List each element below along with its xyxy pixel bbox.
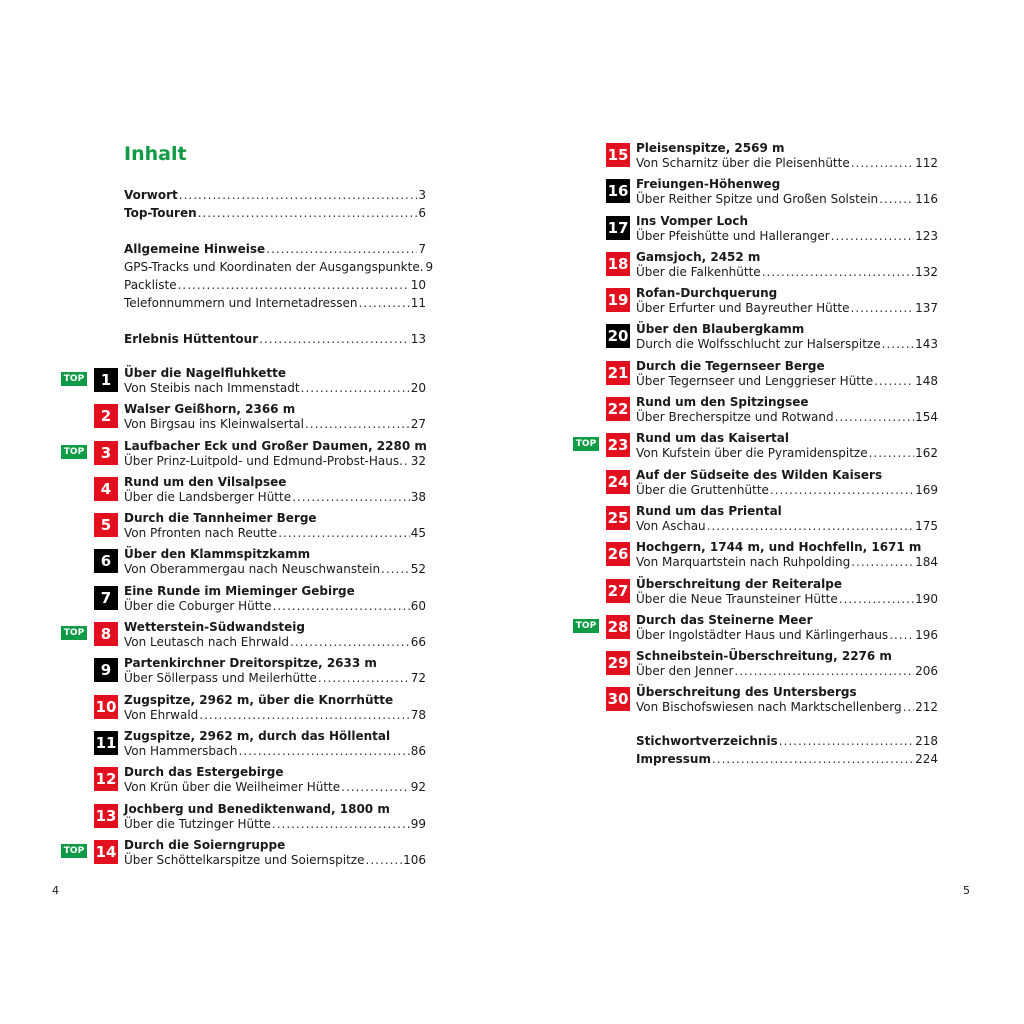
tour-entry[interactable] [63, 620, 426, 656]
tour-title: Pleisenspitze, 2569 m [636, 141, 785, 155]
spacer [124, 348, 426, 366]
tours-list-right [575, 141, 938, 722]
tour-subtitle: Von Hammersbach [124, 743, 238, 758]
tour-title: Überschreitung der Reiteralpe [636, 576, 842, 591]
tour-title: Rund um das Priental [636, 503, 782, 518]
tour-entry[interactable] [63, 438, 427, 475]
tour-number-badge: 28 [606, 615, 630, 639]
tour-title: Rund um den Vilsalpsee [124, 474, 287, 489]
tour-entry[interactable] [607, 286, 938, 322]
toc-left-column [63, 186, 434, 874]
page-number-left: 4 [52, 884, 59, 897]
tour-page: 66 [410, 635, 426, 650]
tour-leader [851, 156, 914, 171]
toc-entry-leader [178, 276, 410, 294]
toc-entry-leader [266, 240, 417, 258]
tour-subtitle-line [124, 490, 426, 505]
tour-subtitle-line [636, 410, 938, 425]
tour-page: 106 [403, 852, 426, 867]
tour-number-badge: 12 [94, 767, 118, 791]
tour-number-badge: 3 [94, 441, 118, 465]
tour-subtitle-line [636, 446, 938, 461]
tour-page: 162 [915, 446, 938, 461]
top-tour-badge: TOP [573, 437, 599, 451]
tour-title: Rund um das Kaisertal [636, 431, 789, 446]
tour-subtitle: Von Scharnitz über die Pleisenhütte [636, 156, 850, 170]
tour-number-badge: 21 [606, 361, 630, 385]
tour-title: Freiungen-Höhenweg [636, 177, 781, 192]
tour-leader [770, 483, 914, 498]
tour-subtitle-line [124, 744, 426, 759]
tour-page: 78 [410, 707, 426, 722]
toc-entry[interactable] [124, 186, 426, 204]
tour-title: Auf der Südseite des Wilden Kaisers [636, 467, 883, 482]
tour-leader [239, 744, 410, 759]
tour-title: Durch die Soierngruppe [124, 837, 286, 852]
tour-title: Partenkirchner Dreitorspitze, 2633 m [124, 656, 377, 671]
tour-page: 45 [410, 526, 426, 541]
tour-leader [199, 708, 409, 723]
toc-entry-leader [358, 294, 409, 312]
tour-page: 116 [915, 192, 938, 207]
tour-subtitle: Über die Gruttenhütte [636, 482, 769, 497]
toc-entry-title: Impressum [636, 751, 711, 766]
tour-title: Durch die Tannheimer Berge [124, 511, 317, 526]
tour-title: Über die Nagelfluhkette [124, 366, 286, 380]
tour-number-badge: 2 [94, 404, 118, 428]
tour-leader [305, 417, 410, 432]
tour-entry[interactable] [100, 511, 426, 547]
top-tour-badge: TOP [573, 619, 599, 633]
tour-subtitle-line [636, 628, 938, 643]
tour-leader [889, 628, 914, 643]
tour-number-badge: 5 [94, 513, 118, 537]
tour-subtitle: Von Bischofswiesen nach Marktschellenberg [636, 700, 902, 715]
tour-subtitle: Über Brecherspitze und Rotwand [636, 410, 834, 425]
tour-leader [734, 664, 914, 679]
tour-page: 175 [915, 518, 938, 533]
tours-list-left [63, 366, 427, 874]
tour-number-badge: 1 [94, 368, 118, 392]
tour-subtitle: Über Tegernseer und Lenggrieser Hütte [636, 373, 874, 388]
tour-leader [278, 526, 410, 541]
top-tour-badge: TOP [61, 626, 87, 640]
tour-subtitle-line [124, 381, 426, 396]
toc-entry-leader [259, 330, 410, 348]
tour-leader [272, 817, 410, 832]
tour-number-badge: 16 [606, 179, 630, 203]
tour-subtitle: Über die Tutzinger Hütte [124, 816, 271, 831]
tour-title: Über den Blaubergkamm [636, 322, 805, 337]
tour-entry[interactable] [63, 837, 426, 874]
top-tour-badge: TOP [61, 445, 87, 459]
tour-page: 190 [915, 591, 938, 606]
tour-page: 212 [915, 700, 938, 715]
tour-page: 27 [410, 417, 426, 432]
tour-subtitle-line [636, 301, 938, 316]
tour-subtitle-line [124, 671, 426, 686]
tour-page: 143 [915, 337, 938, 352]
toc-entry[interactable] [636, 732, 938, 750]
tour-subtitle: Von Oberammergau nach Neuschwanstein [124, 562, 381, 577]
back-matter-list [636, 732, 938, 768]
tour-title: Jochberg und Benediktenwand, 1800 m [124, 801, 390, 816]
tour-page: 206 [915, 664, 938, 679]
tour-subtitle: Über Ingolstädter Haus und Kärlingerhaus [636, 627, 889, 642]
tour-page: 20 [410, 381, 426, 395]
tour-subtitle-line [636, 374, 938, 389]
tour-page: 169 [915, 482, 938, 497]
tour-number-badge: 13 [94, 804, 118, 828]
tour-leader [831, 229, 914, 244]
tour-subtitle-line [124, 599, 426, 614]
tour-page: 38 [410, 489, 426, 504]
tour-entry[interactable] [575, 612, 938, 649]
tour-page: 196 [915, 627, 938, 642]
tour-entry[interactable] [607, 249, 938, 286]
tour-subtitle-line [124, 780, 426, 795]
tour-entry[interactable] [95, 765, 426, 801]
toc-entry-leader [712, 750, 914, 768]
tour-entry[interactable] [607, 685, 938, 721]
tour-subtitle: Über den Jenner [636, 664, 734, 679]
tour-title: Laufbacher Eck und Großer Daumen, 2280 m [124, 438, 427, 453]
tour-number-badge: 8 [94, 622, 118, 646]
tour-leader [381, 562, 410, 577]
toc-entry-leader [198, 204, 418, 222]
tour-title: Rund um den Spitzingsee [636, 395, 809, 410]
tour-subtitle-line [636, 700, 938, 715]
tour-title: Überschreitung des Untersbergs [636, 685, 857, 700]
tour-subtitle-line [636, 592, 938, 607]
tour-leader [707, 519, 914, 534]
tour-leader [851, 555, 914, 570]
tour-page: 112 [915, 156, 938, 170]
tour-entry[interactable] [100, 474, 426, 511]
tour-subtitle: Über Prinz-Luitpold- und Edmund-Probst-Haus. [124, 453, 403, 468]
tour-subtitle-line [636, 337, 938, 352]
tour-leader [292, 490, 410, 505]
tour-entry[interactable] [575, 431, 938, 467]
tour-number-badge: 7 [94, 586, 118, 610]
tour-subtitle-line [636, 483, 938, 498]
page-number-right: 5 [963, 884, 970, 897]
toc-entry-leader [179, 186, 418, 204]
tour-subtitle-line [636, 664, 938, 679]
tour-subtitle-line [124, 817, 426, 832]
tour-number-badge: 22 [606, 397, 630, 421]
toc-entry[interactable] [124, 330, 426, 348]
tour-number-badge: 23 [606, 433, 630, 457]
tour-page: 72 [410, 671, 426, 686]
tour-entry[interactable] [607, 467, 938, 504]
tour-title: Schneibstein-Überschreitung, 2276 m [636, 649, 892, 664]
toc-entry-title: Vorwort [124, 188, 178, 202]
tour-subtitle-line [124, 708, 426, 723]
spacer [124, 312, 426, 330]
tour-entry[interactable] [607, 177, 938, 213]
toc-entry-leader [779, 732, 914, 750]
tour-subtitle: Über Schöttelkarspitze und Soiernspitze [124, 852, 365, 867]
tour-title: Wetterstein-Südwandsteig [124, 620, 305, 635]
tour-entry[interactable] [607, 503, 938, 540]
tour-page: 32 [410, 453, 426, 468]
tour-entry[interactable] [100, 402, 426, 438]
tour-subtitle: Über die Neue Traunsteiner Hütte [636, 591, 838, 606]
tour-leader [839, 592, 914, 607]
tour-page: 86 [410, 743, 426, 758]
toc-entry[interactable] [124, 240, 426, 258]
tour-leader [762, 265, 914, 280]
tour-number-badge: 14 [94, 840, 118, 864]
tour-entry[interactable] [607, 649, 938, 685]
tour-subtitle-line [124, 526, 426, 541]
toc-entry-page: 3 [418, 188, 426, 202]
tour-entry[interactable] [63, 366, 426, 402]
tour-title: Gamsjoch, 2452 m [636, 249, 761, 264]
tour-leader [404, 454, 410, 469]
tour-subtitle: Über die Falkenhütte [636, 264, 761, 279]
tour-entry[interactable] [95, 728, 426, 765]
tour-title: Durch das Estergebirge [124, 765, 284, 780]
toc-right-column [575, 141, 938, 768]
toc-entry-title: Top-Touren [124, 206, 197, 220]
tour-subtitle: Über Erfurter und Bayreuther Hütte [636, 301, 850, 316]
tour-page: 60 [410, 598, 426, 613]
tour-entry[interactable] [607, 576, 938, 613]
tour-leader [879, 192, 914, 207]
tour-subtitle-line [124, 635, 426, 650]
tour-leader [851, 301, 915, 316]
tour-leader [290, 635, 410, 650]
toc-entry-title: Packliste [124, 278, 177, 292]
toc-entry-page: 218 [915, 733, 938, 748]
tour-subtitle-line [636, 519, 938, 534]
toc-entry-title: GPS-Tracks und Koordinaten der Ausgangspunkte. [124, 260, 424, 274]
tour-subtitle-line [636, 192, 938, 207]
tour-entry[interactable] [95, 692, 426, 729]
tour-title: Durch das Steinerne Meer [636, 612, 813, 627]
tour-number-badge: 27 [606, 579, 630, 603]
tour-number-badge: 19 [606, 288, 630, 312]
tour-subtitle: Von Steibis nach Immenstadt [124, 381, 300, 395]
tour-entry[interactable] [100, 583, 426, 620]
tour-title: Ins Vomper Loch [636, 213, 749, 228]
toc-entry[interactable] [124, 294, 426, 312]
tour-entry[interactable] [607, 540, 938, 576]
toc-entry[interactable] [636, 750, 938, 768]
tour-title: Zugspitze, 2962 m, über die Knorrhütte [124, 692, 394, 707]
tour-title: Durch die Tegernseer Berge [636, 358, 825, 373]
tour-page: 123 [915, 228, 938, 243]
tour-page: 52 [410, 562, 426, 577]
tour-leader [318, 671, 410, 686]
tour-subtitle-line [124, 454, 426, 469]
spacer [124, 222, 426, 240]
tour-number-badge: 11 [94, 731, 118, 755]
tour-number-badge: 30 [606, 687, 630, 711]
toc-entry[interactable] [124, 258, 434, 276]
tour-leader [301, 381, 410, 396]
toc-entry[interactable] [124, 204, 426, 222]
tour-subtitle-line [636, 265, 938, 280]
tour-subtitle: Von Pfronten nach Reutte [124, 526, 278, 541]
tour-number-badge: 10 [94, 695, 118, 719]
top-tour-badge: TOP [61, 372, 87, 386]
front-matter-list [124, 186, 434, 366]
tour-number-badge: 25 [606, 506, 630, 530]
tour-entry[interactable] [100, 547, 426, 583]
toc-entry-page: 224 [915, 751, 938, 766]
tour-subtitle: Von Marquartstein nach Ruhpolding [636, 555, 851, 570]
tour-subtitle: Von Birgsau ins Kleinwalsertal [124, 417, 304, 432]
tour-entry[interactable] [607, 141, 938, 177]
tour-number-badge: 15 [606, 143, 630, 167]
tour-subtitle: Über die Landsberger Hütte [124, 489, 292, 504]
tour-page: 154 [915, 410, 938, 425]
tour-subtitle: Über die Coburger Hütte [124, 598, 272, 613]
toc-entry-title: Stichwortverzeichnis [636, 733, 778, 748]
tour-subtitle: Von Leutasch nach Ehrwald [124, 635, 290, 650]
top-tour-badge: TOP [61, 844, 87, 858]
tour-entry[interactable] [607, 358, 938, 395]
toc-entry-page: 11 [410, 296, 426, 310]
tour-subtitle: Von Aschau [636, 518, 706, 533]
toc-entry-title: Allgemeine Hinweise [124, 242, 266, 256]
tour-entry[interactable] [607, 395, 938, 431]
tour-page: 184 [915, 555, 938, 570]
tour-subtitle: Durch die Wolfsschlucht zur Halserspitze [636, 337, 881, 352]
tour-subtitle-line [124, 417, 426, 432]
tour-leader [882, 337, 914, 352]
tour-leader [874, 374, 914, 389]
tour-number-badge: 20 [606, 324, 630, 348]
toc-entry[interactable] [124, 276, 426, 294]
tour-entry[interactable] [95, 801, 426, 838]
tour-page: 137 [915, 301, 938, 316]
tour-title: Eine Runde im Mieminger Gebirge [124, 583, 355, 598]
tour-subtitle-line [124, 562, 426, 577]
tour-subtitle-line [636, 555, 938, 570]
tour-subtitle: Von Kufstein über die Pyramidenspitze [636, 446, 868, 461]
toc-entry-page: 7 [418, 242, 426, 256]
toc-entry-title: Telefonnummern und Internetadressen [124, 296, 358, 310]
tour-page: 92 [410, 780, 426, 795]
tour-page: 132 [915, 264, 938, 279]
tour-leader [869, 446, 915, 461]
tour-subtitle: Von Ehrwald [124, 707, 199, 722]
toc-entry-page: 13 [410, 332, 426, 346]
tour-subtitle: Über Söllerpass und Meilerhütte [124, 671, 317, 686]
tour-page: 148 [915, 373, 938, 388]
tour-number-badge: 26 [606, 542, 630, 566]
tour-number-badge: 29 [606, 651, 630, 675]
tour-entry[interactable] [100, 656, 426, 692]
toc-entry-page: 6 [418, 206, 426, 220]
toc-entry-page: 9 [425, 260, 434, 274]
tour-leader [366, 853, 403, 868]
tour-title: Zugspitze, 2962 m, durch das Höllental [124, 728, 391, 743]
tour-subtitle-line [124, 853, 426, 868]
tour-number-badge: 18 [606, 252, 630, 276]
tour-leader [903, 700, 915, 715]
tour-leader [273, 599, 410, 614]
tour-number-badge: 9 [94, 658, 118, 682]
tour-title: Über den Klammspitzkamm [124, 547, 311, 562]
tour-entry[interactable] [607, 322, 938, 358]
tour-entry[interactable] [607, 213, 938, 250]
tour-number-badge: 4 [94, 477, 118, 501]
toc-entry-title: Erlebnis Hüttentour [124, 332, 259, 346]
page-title: Inhalt [124, 143, 187, 165]
tour-title: Hochgern, 1744 m, und Hochfelln, 1671 m [636, 540, 922, 555]
tour-leader [835, 410, 914, 425]
tour-number-badge: 17 [606, 216, 630, 240]
tour-title: Rofan-Durchquerung [636, 286, 778, 301]
tour-subtitle: Über Pfeishütte und Halleranger [636, 228, 830, 243]
tour-subtitle: Von Krün über die Weilheimer Hütte [124, 780, 341, 795]
tour-page: 99 [410, 816, 426, 831]
toc-entry-page: 10 [410, 278, 426, 292]
tour-subtitle-line [636, 229, 938, 244]
tour-leader [341, 780, 410, 795]
tour-title: Walser Geißhorn, 2366 m [124, 402, 296, 417]
tour-subtitle: Über Reither Spitze und Großen Solstein [636, 192, 879, 207]
tour-number-badge: 24 [606, 470, 630, 494]
tour-number-badge: 6 [94, 549, 118, 573]
tour-subtitle-line [636, 156, 938, 171]
